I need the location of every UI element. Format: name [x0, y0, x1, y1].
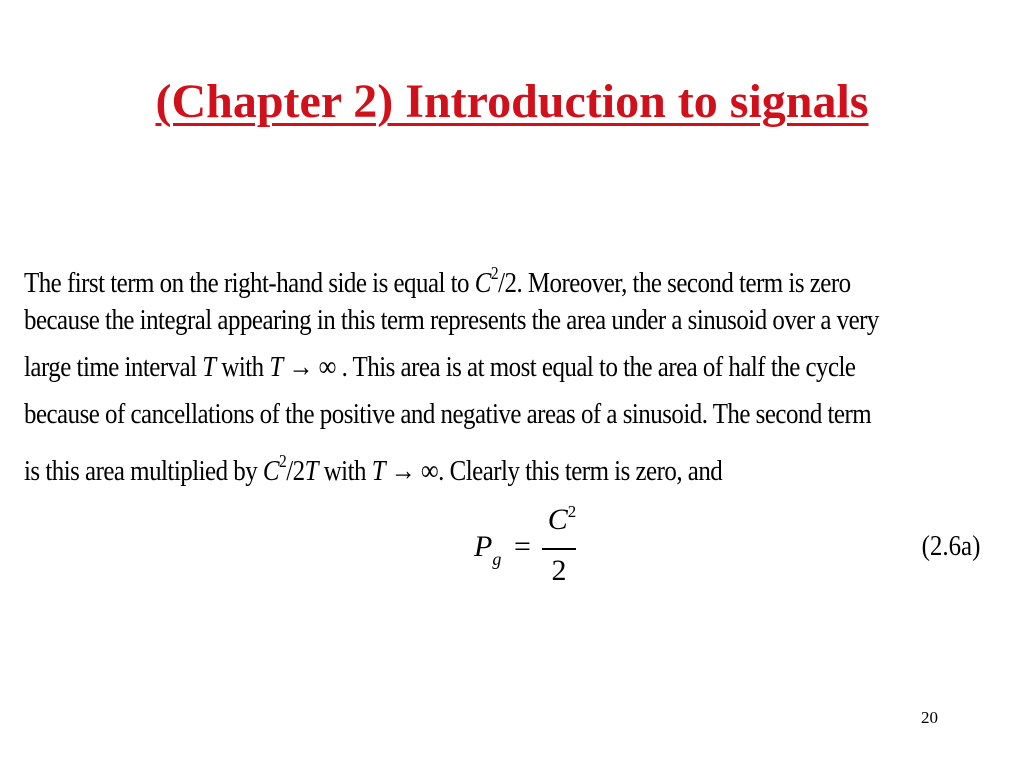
textbook-excerpt — [24, 250, 879, 487]
excerpt-text: large time interval — [24, 351, 203, 383]
equation-number: (2.6a) — [921, 530, 980, 562]
excerpt-text: with — [215, 351, 270, 383]
fraction-bar — [542, 548, 576, 550]
excerpt-text: /2. Moreover, the second term is zero — [498, 267, 851, 299]
excerpt-text: with — [317, 455, 372, 487]
math-symbol-t: T — [304, 455, 318, 487]
page-number: 20 — [921, 708, 938, 727]
superscript: 2 — [490, 263, 499, 283]
math-symbol-c: C — [547, 503, 568, 536]
slide-title: (Chapter 2) Introduction to signals — [155, 75, 869, 128]
superscript: 2 — [567, 502, 577, 521]
excerpt-line-5 — [24, 438, 979, 485]
math-symbol-c: C — [262, 455, 280, 487]
fraction-numerator — [544, 502, 580, 537]
fraction-denominator: 2 — [551, 554, 567, 587]
excerpt-line-1 — [24, 250, 979, 297]
superscript: 2 — [279, 451, 287, 471]
excerpt-text: /2 — [286, 455, 305, 487]
equation-2-6a — [474, 498, 614, 598]
excerpt-line-2: because the integral appearing in this term represents the area under a sinusoid over a very — [24, 304, 879, 336]
excerpt-line-4: because of cancellations of the positive and negative areas of a sinusoid. The second term — [24, 398, 872, 430]
excerpt-text: → ∞. Clearly this term is zero, and — [385, 455, 723, 487]
excerpt-line-3 — [24, 344, 979, 391]
subscript: g — [492, 549, 502, 569]
equals-sign: = — [514, 530, 531, 563]
equation-lhs — [474, 530, 501, 570]
excerpt-text: → ∞ . This area is at most equal to the area of half the cycle — [282, 351, 856, 383]
math-symbol-t: T — [371, 455, 386, 487]
math-symbol-t: T — [202, 351, 216, 383]
math-symbol-t: T — [269, 351, 283, 383]
math-symbol-c: C — [474, 267, 491, 299]
excerpt-text: The first term on the right-hand side is equal to — [24, 267, 475, 299]
math-symbol-p: P — [474, 530, 493, 563]
excerpt-text: is this area multiplied by — [24, 455, 263, 487]
